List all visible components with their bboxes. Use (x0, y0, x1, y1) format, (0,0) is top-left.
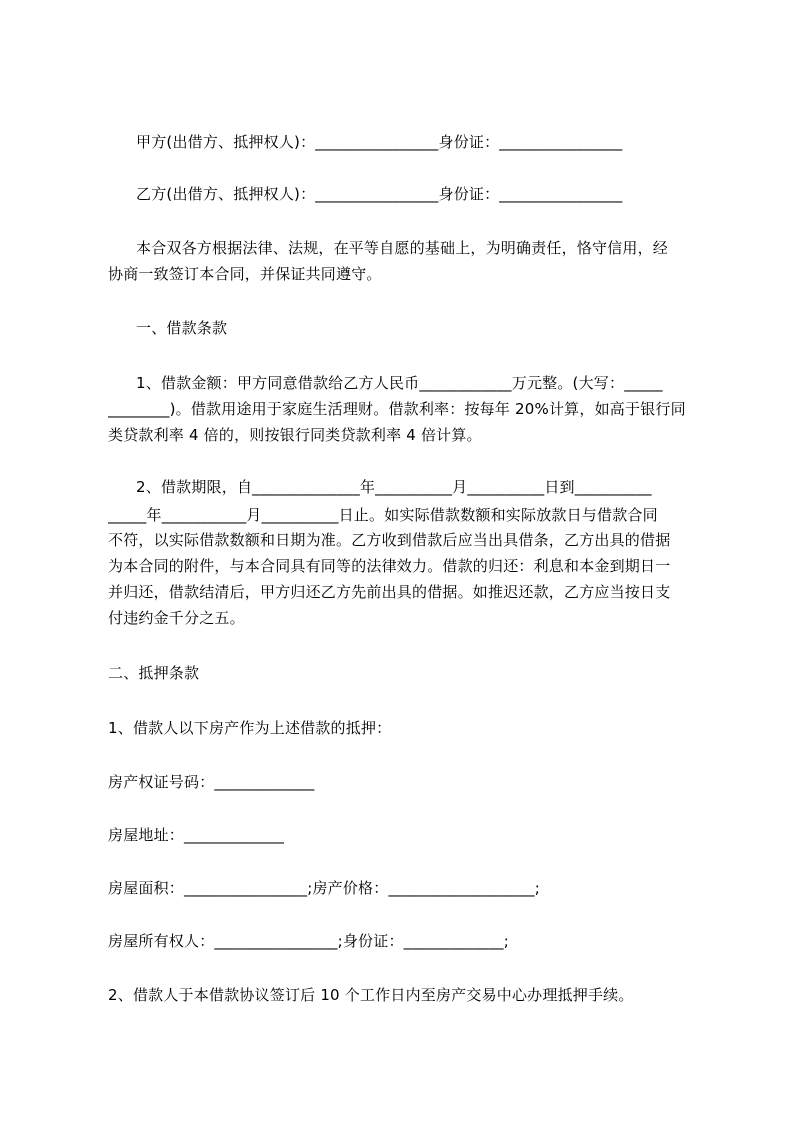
clause-1-1-line-3: 类贷款利率 4 倍的，则按银行同类贷款利率 4 倍计算。 (108, 426, 482, 444)
clause-1-1-line-1: 1、借款金额：甲方同意借款给乙方人民币____________万元整。(大写：_____ (136, 374, 663, 392)
preamble-line-1: 本合双各方根据法律、法规，在平等自愿的基础上，为明确责任，恪守信用，经 (136, 239, 669, 257)
clause-1-2-line-6: 付违约金千分之五。 (108, 609, 245, 627)
party-a-line: 甲方(出借方、抵押权人)：________________身份证：________________ (136, 133, 623, 151)
section-2-heading: 二、抵押条款 (108, 664, 200, 682)
clause-1-2-line-3: 不符，以实际借款数额和日期为准。乙方收到借款后应当出具借条，乙方出具的借据 (108, 531, 671, 549)
clause-2-2: 2、借款人于本借款协议签订后 10 个工作日内至房产交易中心办理抵押手续。 (108, 986, 634, 1004)
clause-1-2-line-1: 2、借款期限，自______________年__________月__________日到__________ (136, 478, 652, 496)
clause-2-1: 1、借款人以下房产作为上述借款的抵押： (108, 719, 392, 737)
clause-1-2-line-5: 并归还，借款结清后，甲方归还乙方先前出具的借据。如推迟还款，乙方应当按日支 (108, 583, 671, 601)
clause-1-2-line-4: 为本合同的附件，与本合同具有同等的法律效力。借款的归还：利息和本金到期日一 (108, 557, 671, 575)
preamble-line-2: 协商一致签订本合同，并保证共同遵守。 (108, 265, 382, 283)
property-area-price-field: 房屋面积：________________;房产价格：___________________; (108, 879, 541, 897)
property-cert-field: 房产权证号码：_____________ (108, 773, 315, 791)
clause-1-2-line-2: _____年___________月__________日止。如实际借款数额和实际放款日与借款合同 (108, 506, 658, 524)
party-b-line: 乙方(出借方、抵押权人)：________________身份证：________________ (136, 185, 623, 203)
property-address-field: 房屋地址：_____________ (108, 826, 285, 844)
property-owner-field: 房屋所有权人：________________;身份证：_____________; (108, 932, 510, 950)
section-1-heading: 一、借款条款 (136, 319, 228, 337)
clause-1-1-line-2: ________)。借款用途用于家庭生活理财。借款利率：按每年 20%计算，如高于银行同 (108, 400, 686, 418)
